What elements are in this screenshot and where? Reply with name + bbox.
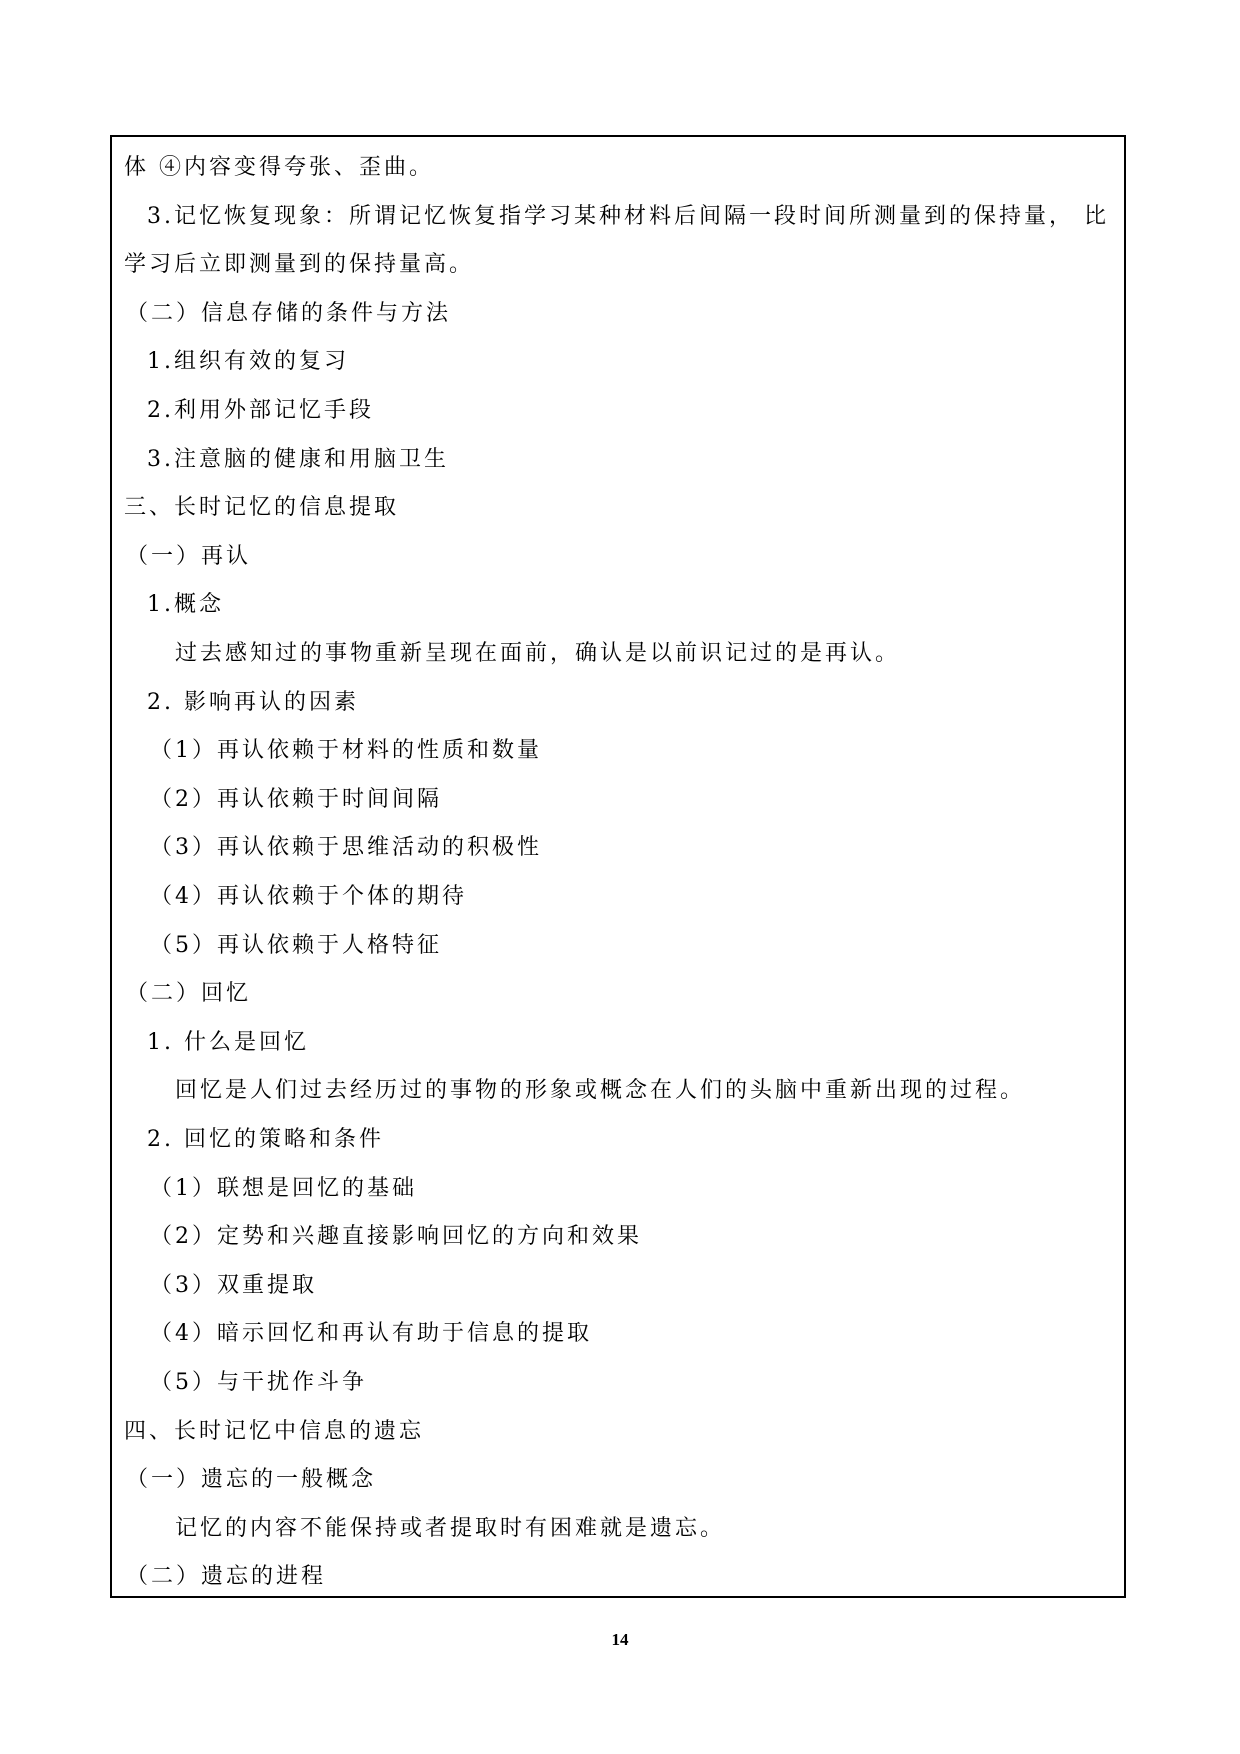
text-line: 2.利用外部记忆手段 [147,398,374,423]
text-line: （5）再认依赖于人格特征 [150,932,442,958]
text-line: （3）双重提取 [150,1272,317,1298]
text-line: 学习后立即测量到的保持量高。 [124,252,475,278]
text-line: 体 ④内容变得夸张、歪曲。 [124,155,434,180]
content-box [110,135,1126,1598]
text-line: （1）联想是回忆的基础 [150,1175,417,1201]
text-line: 四、长时记忆中信息的遗忘 [124,1418,425,1444]
text-line: （一）遗忘的一般概念 [126,1467,377,1493]
text-line: （2）定势和兴趣直接影响回忆的方向和效果 [150,1224,642,1250]
text-line: （一）再认 [126,543,252,569]
text-line: 三、长时记忆的信息提取 [124,495,400,521]
text-line: 1.概念 [147,592,224,618]
text-line: 回忆是人们过去经历过的事物的形象或概念在人们的头脑中重新出现的过程。 [175,1078,1026,1104]
text-line: 3.记忆恢复现象：所谓记忆恢复指学习某种材料后间隔一段时间所测量到的保持量， 比 [147,203,1109,229]
text-line: 过去感知过的事物重新呈现在面前，确认是以前识记过的是再认。 [175,641,901,666]
text-line: （二）信息存储的条件与方法 [126,300,452,326]
text-line: （1）再认依赖于材料的性质和数量 [150,738,542,764]
text-line: （4）暗示回忆和再认有助于信息的提取 [150,1321,592,1347]
text-line: 1.组织有效的复习 [147,349,349,375]
text-line: 2. 回忆的策略和条件 [147,1127,384,1152]
text-line: （5）与干扰作斗争 [150,1370,367,1395]
text-line: （4）再认依赖于个体的期待 [150,884,467,909]
text-line: 记忆的内容不能保持或者提取时有困难就是遗忘。 [175,1515,726,1541]
text-line: （二）遗忘的进程 [126,1564,327,1590]
text-line: 1. 什么是回忆 [147,1029,309,1055]
page-number: 14 [611,1630,629,1649]
text-line: （2）再认依赖于时间间隔 [150,786,442,812]
text-line: 2. 影响再认的因素 [147,689,359,715]
text-line: （3）再认依赖于思维活动的积极性 [150,835,542,861]
text-line: （二）回忆 [126,981,252,1007]
text-line: 3.注意脑的健康和用脑卫生 [147,446,449,472]
